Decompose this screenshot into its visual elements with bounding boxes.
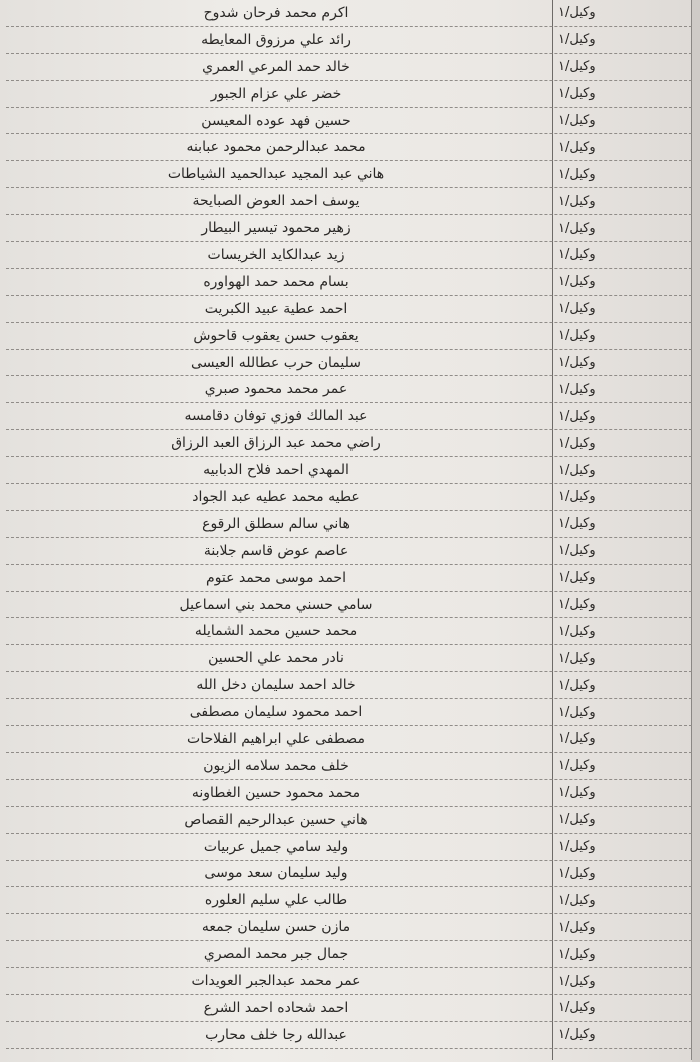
person-rank: وكيل/١ [558, 623, 596, 639]
page-edge-shadow [692, 0, 700, 1062]
table-row [6, 780, 692, 807]
table-row [6, 484, 692, 511]
person-name: عمر محمد محمود صبري [204, 381, 348, 398]
table-row [6, 645, 692, 672]
person-name: خلف محمد سلامه الزيون [203, 757, 349, 774]
person-name: احمد موسى محمد عتوم [206, 569, 346, 586]
table-row [6, 350, 692, 377]
person-name: يعقوب حسن يعقوب قاحوش [193, 327, 359, 344]
roster-table [6, 0, 692, 1060]
table-row [6, 861, 692, 888]
table-row [6, 269, 692, 296]
person-name: عطيه محمد عطيه عبد الجواد [192, 488, 360, 505]
person-rank: وكيل/١ [558, 892, 596, 908]
table-row [6, 188, 692, 215]
person-rank: وكيل/١ [558, 812, 596, 828]
person-rank: وكيل/١ [558, 570, 596, 586]
table-row [6, 592, 692, 619]
person-rank: وكيل/١ [558, 462, 596, 478]
person-name: عمر محمد عبدالجبر العويدات [191, 973, 361, 989]
person-name: هاني حسين عبدالرحيم القصاص [184, 811, 368, 828]
table-row [6, 242, 692, 269]
person-rank: وكيل/١ [558, 274, 596, 290]
person-name: مازن حسن سليمان جمعه [201, 919, 351, 936]
person-rank: وكيل/١ [558, 435, 596, 451]
table-row [6, 81, 692, 108]
table-row [6, 108, 692, 135]
person-name: مصطفى علي ابراهيم الفلاحات [187, 730, 365, 747]
table-row [6, 968, 692, 995]
person-rank: وكيل/١ [558, 1000, 596, 1016]
person-name: هاني سالم سطلق الرقوع [202, 515, 350, 532]
person-name: خالد حمد المرعي العمري [202, 58, 350, 75]
person-name: هاني عبد المجيد عبدالحميد الشياطات [167, 166, 385, 183]
person-name: وليد سليمان سعد موسى [204, 865, 348, 882]
table-row [6, 511, 692, 538]
table-row [6, 807, 692, 834]
person-name: اكرم محمد فرحان شدوح [203, 4, 349, 21]
person-rank: وكيل/١ [558, 704, 596, 720]
person-name: يوسف احمد العوض الصبايحة [192, 193, 360, 210]
table-row [6, 457, 692, 484]
person-name: نادر محمد علي الحسين [208, 650, 344, 667]
person-rank: وكيل/١ [558, 381, 596, 397]
person-name: سليمان حرب عطالله العيسى [191, 354, 361, 371]
person-name: عاصم عوض قاسم جلابنة [203, 542, 349, 559]
person-name: احمد شحاده احمد الشرع [203, 999, 349, 1016]
person-name: عبدالله رجا خلف محارب [205, 1026, 347, 1043]
table-row [6, 941, 692, 968]
table-row [6, 538, 692, 565]
person-rank: وكيل/١ [558, 220, 596, 236]
person-name: رائد علي مرزوق المعايطه [201, 31, 351, 48]
person-name: وليد سامي جميل عربيات [203, 838, 349, 855]
table-row [6, 403, 692, 430]
person-rank: وكيل/١ [558, 731, 596, 747]
person-rank: وكيل/١ [558, 650, 596, 666]
table-row [6, 323, 692, 350]
person-rank: وكيل/١ [558, 139, 596, 155]
person-rank: وكيل/١ [558, 543, 596, 559]
person-rank: وكيل/١ [558, 785, 596, 801]
person-rank: وكيل/١ [558, 301, 596, 317]
table-row [6, 565, 692, 592]
table-row [6, 54, 692, 81]
person-rank: وكيل/١ [558, 946, 596, 962]
roster-rows [6, 0, 692, 1049]
person-name: خالد احمد سليمان دخل الله [196, 677, 356, 694]
person-rank: وكيل/١ [558, 516, 596, 532]
table-row [6, 618, 692, 645]
table-row [6, 672, 692, 699]
table-row [6, 1022, 692, 1049]
person-name: حسين فهد عوده المعيسن [201, 112, 351, 129]
person-rank: وكيل/١ [558, 973, 596, 989]
table-row [6, 887, 692, 914]
person-name: محمد محمود حسين الغطاونه [191, 784, 361, 801]
table-row [6, 376, 692, 403]
person-rank: وكيل/١ [558, 355, 596, 371]
table-row [6, 699, 692, 726]
person-rank: وكيل/١ [558, 328, 596, 344]
table-row [6, 995, 692, 1022]
person-name: طالب علي سليم العلوره [204, 892, 348, 909]
person-name: احمد عطية عبيد الكبريت [204, 300, 348, 317]
table-row [6, 914, 692, 941]
person-rank: وكيل/١ [558, 193, 596, 209]
person-rank: وكيل/١ [558, 113, 596, 128]
table-row [6, 296, 692, 323]
person-name: جمال جبر محمد المصري [203, 946, 349, 963]
person-name: المهدي احمد فلاح الدبابيه [203, 462, 349, 479]
table-row [6, 215, 692, 242]
person-name: احمد محمود سليمان مصطفى [189, 704, 363, 721]
person-name: زيد عبدالكايد الخريسات [207, 246, 345, 263]
person-rank: وكيل/١ [558, 865, 596, 881]
person-rank: وكيل/١ [558, 408, 596, 424]
person-name: راضي محمد عبد الرزاق العبد الرزاق [171, 435, 381, 452]
person-name: بسام محمد حمد الهواوره [203, 273, 349, 290]
person-rank: وكيل/١ [558, 597, 596, 613]
table-row [6, 27, 692, 54]
table-row [6, 834, 692, 861]
person-rank: وكيل/١ [558, 489, 596, 505]
person-rank: وكيل/١ [558, 166, 596, 182]
person-name: محمد عبدالرحمن محمود عبابنه [186, 139, 366, 156]
person-rank: وكيل/١ [558, 86, 596, 102]
person-name: محمد حسين محمد الشمايله [194, 623, 358, 640]
table-row [6, 0, 692, 27]
table-row [6, 430, 692, 457]
person-rank: وكيل/١ [558, 59, 596, 75]
table-row [6, 134, 692, 161]
person-rank: وكيل/١ [558, 677, 596, 693]
person-name: عبد المالك فوزي توفان دقامسه [184, 408, 368, 425]
table-row [6, 753, 692, 780]
person-rank: وكيل/١ [558, 758, 596, 774]
person-rank: وكيل/١ [558, 1027, 596, 1043]
person-rank: وكيل/١ [558, 5, 596, 21]
person-rank: وكيل/١ [558, 32, 596, 48]
person-name: سامي حسني محمد بني اسماعيل [179, 596, 373, 613]
person-rank: وكيل/١ [558, 839, 596, 855]
person-rank: وكيل/١ [558, 919, 596, 935]
table-row [6, 161, 692, 188]
person-name: خضر علي عزام الجبور [210, 85, 342, 102]
table-row [6, 726, 692, 753]
person-rank: وكيل/١ [558, 247, 596, 263]
person-name: زهير محمود تيسير البيطار [201, 220, 351, 237]
